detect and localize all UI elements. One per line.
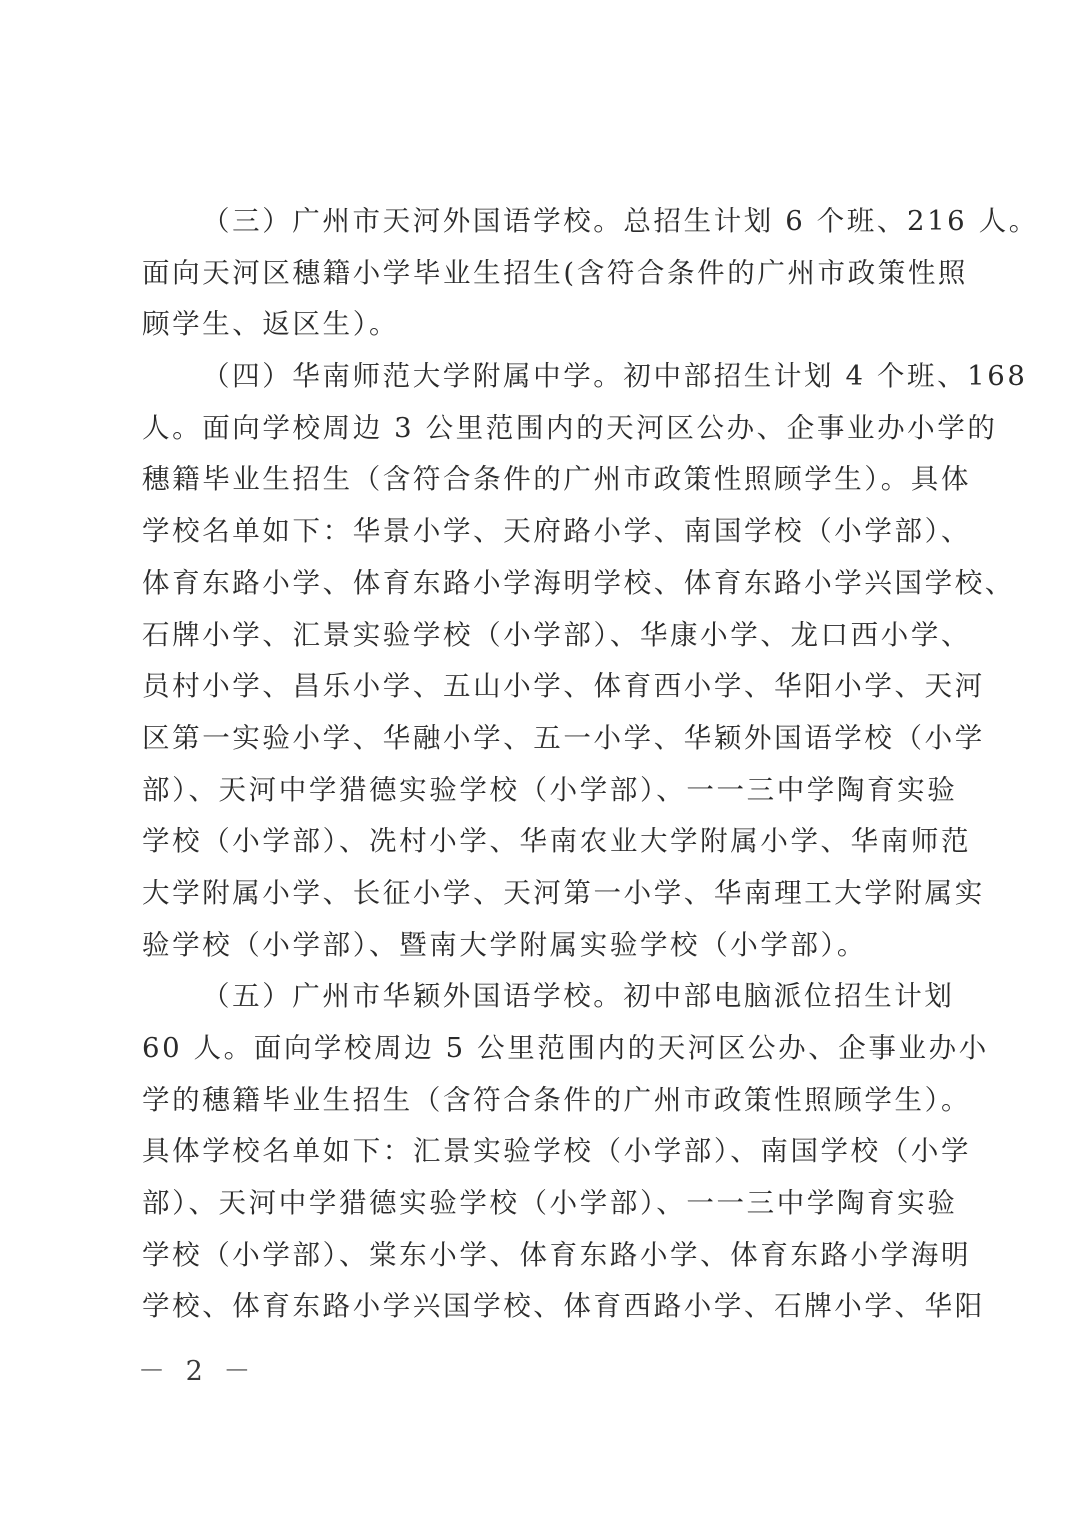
text-line: 学校（小学部）、棠东小学、体育东路小学、体育东路小学海明 — [142, 1238, 972, 1271]
text-line: 60 人。面向学校周边 5 公里范围内的天河区公办、企事业办小 — [142, 1032, 989, 1064]
text-line: 面向天河区穗籍小学毕业生招生(含符合条件的广州市政策性照 — [142, 256, 969, 289]
text-line: 学校名单如下：华景小学、天府路小学、南国学校（小学部）、 — [142, 515, 972, 548]
text-line: 石牌小学、汇景实验学校（小学部）、华康小学、龙口西小学、 — [142, 618, 972, 651]
text-line: 体育东路小学、体育东路小学海明学校、体育东路小学兴国学校、 — [142, 566, 1015, 599]
document-body — [142, 196, 1039, 1333]
text-line: 员村小学、昌乐小学、五山小学、体育西小学、华阳小学、天河 — [142, 670, 985, 703]
text-line: 人。面向学校周边 3 公里范围内的天河区公办、企事业办小学的 — [142, 411, 998, 444]
text-line: 验学校（小学部）、暨南大学附属实验学校（小学部）。 — [142, 928, 867, 961]
text-line: 部）、天河中学猎德实验学校（小学部）、一一三中学陶育实验 — [142, 773, 958, 806]
page-number: － 2 － — [138, 1356, 257, 1387]
text-line: 部）、天河中学猎德实验学校（小学部）、一一三中学陶育实验 — [142, 1187, 958, 1220]
text-line: 区第一实验小学、华融小学、五一小学、华颖外国语学校（小学 — [142, 721, 985, 754]
text-line: （三）广州市天河外国语学校。总招生计划 6 个班、216 人。 — [202, 205, 1039, 237]
text-line: 学的穗籍毕业生招生（含符合条件的广州市政策性照顾学生）。 — [142, 1083, 972, 1116]
paragraph-tianhe-foreign-language-school — [142, 196, 1039, 351]
text-line: 学校（小学部）、冼村小学、华南农业大学附属小学、华南师范 — [142, 825, 972, 858]
text-line: 顾学生、返区生）。 — [142, 308, 400, 341]
text-line: （五）广州市华颖外国语学校。初中部电脑派位招生计划 — [202, 980, 955, 1013]
text-line: 具体学校名单如下：汇景实验学校（小学部）、南国学校（小学 — [142, 1135, 972, 1168]
paragraph-huaying-foreign-language-school — [142, 971, 989, 1333]
text-line: 大学附属小学、长征小学、天河第一小学、华南理工大学附属实 — [142, 876, 985, 909]
text-line: 穗籍毕业生招生（含符合条件的广州市政策性照顾学生）。具体 — [142, 463, 972, 496]
text-line: 学校、体育东路小学兴国学校、体育西路小学、石牌小学、华阳 — [142, 1290, 985, 1323]
paragraph-scnu-affiliated-middle-school — [142, 351, 1028, 971]
text-line: （四）华南师范大学附属中学。初中部招生计划 4 个班、168 — [202, 360, 1028, 393]
